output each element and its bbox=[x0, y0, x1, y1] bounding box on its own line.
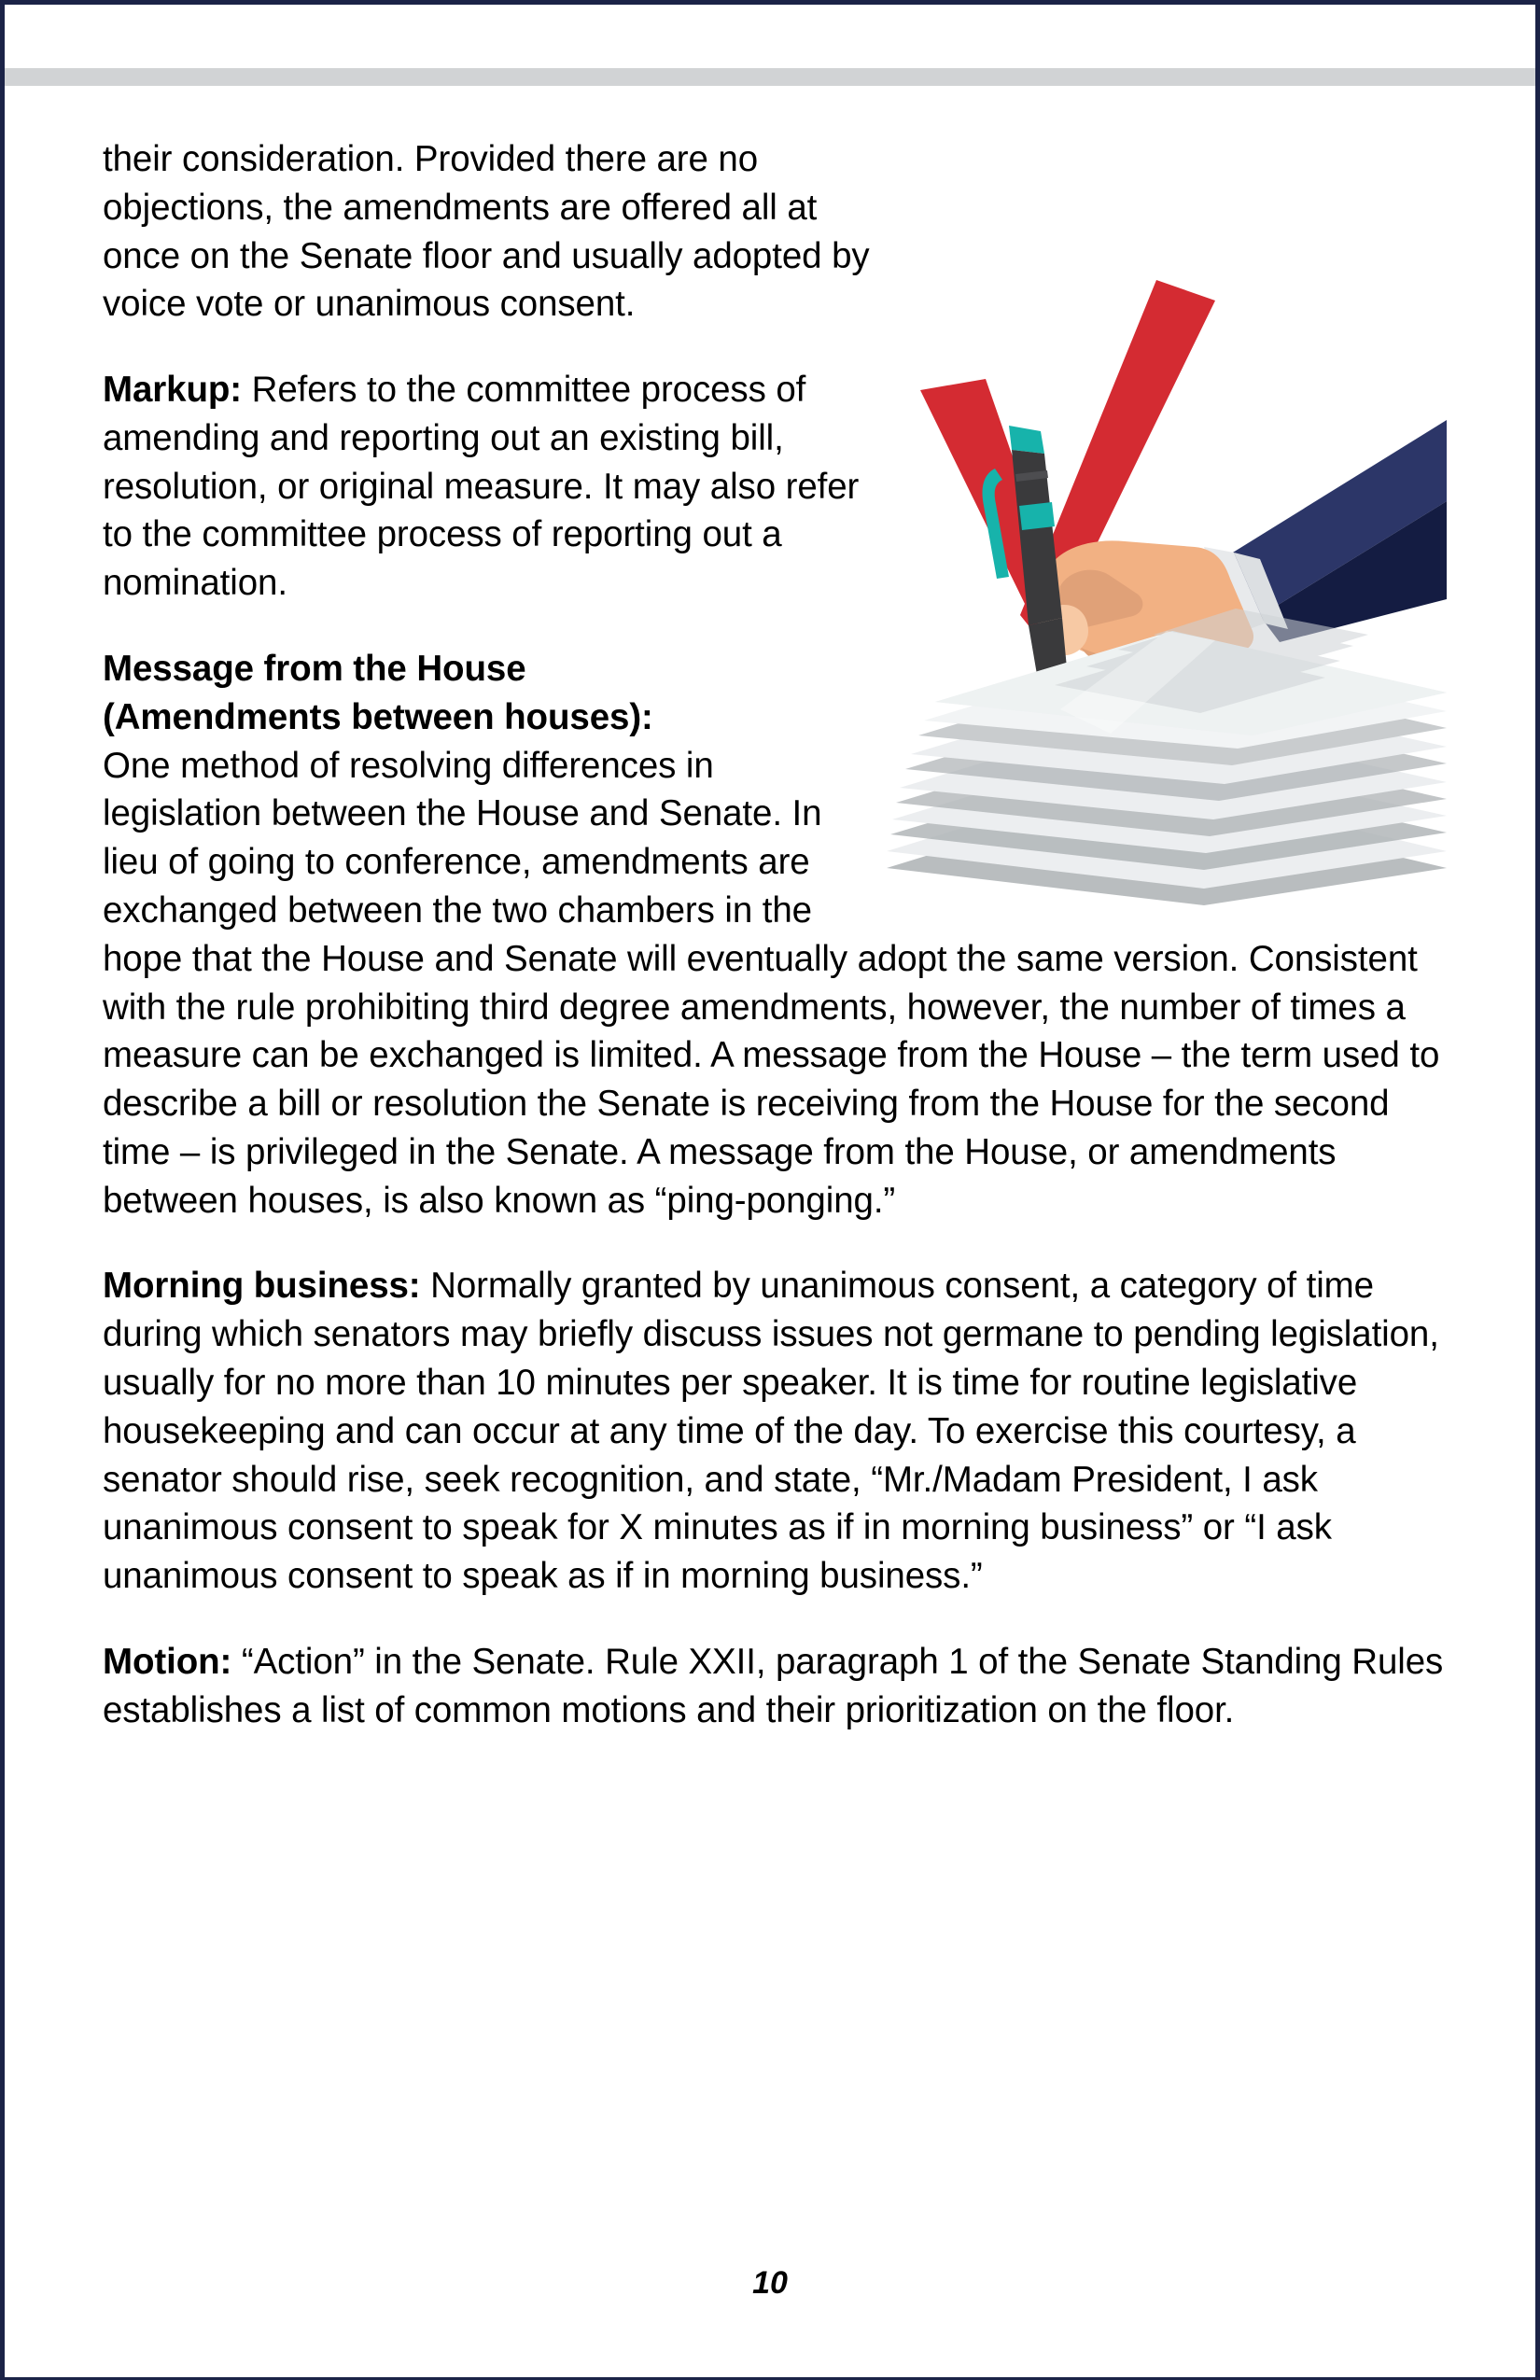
paragraph-text: One method of resolving differences in legislation between the House and Senate. In lieu of going to conference, amendments are exchanged between the two chambers in the hope that the House and Senate will eventually adopt the same version. Consistent with the rule prohibiting third degree amendments, however, the number of times a measure can be exchanged is limited. A message from the House – the term used to describe a bill or resolution the Senate is receiving from the House for the second time – is privileged in the Senate. A message from the House, or amendments between houses, is also known as “ping-ponging.” bbox=[103, 745, 1440, 1221]
paragraph-text: Normally granted by unanimous consent, a category of time during which senators may briefly discuss issues not germane to pending legislation, usually for no more than 10 minutes per speaker. It is time for routine legislative housekeeping and can occur at any time of the day. To exercise this courtesy, a senator should rise, seek recognition, and state, “Mr./Madam President, I ask unanimous consent to speak for X minutes as if in morning business” or “I ask unanimous consent to speak as if in morning business.” bbox=[103, 1266, 1439, 1597]
header-rule-band bbox=[5, 68, 1535, 86]
paragraph-morning-business bbox=[103, 1262, 1447, 1600]
paragraph-text: their consideration. Provided there are no objections, the amendments are offered all at once on the Senate floor and usually adopted by voice vote or unanimous consent. bbox=[103, 139, 870, 325]
term-morning-business: Morning business: bbox=[103, 1266, 421, 1307]
term-message-from-the-house-line1: Message from the House bbox=[103, 649, 526, 690]
paragraph-motion bbox=[103, 1638, 1447, 1735]
paper-stack bbox=[887, 609, 1447, 905]
hand-signing-documents-illustration bbox=[887, 271, 1447, 905]
paragraph-text: Refers to the committee process of amending and reporting out an existing bill, resolution, or original measure. It may also refer to the committee process of reporting out a nomination. bbox=[103, 370, 860, 604]
term-markup: Markup: bbox=[103, 370, 243, 411]
paragraph-text: “Action” in the Senate. Rule XXII, paragraph 1 of the Senate Standing Rules establishes a list of common motions and their prioritization on the floor. bbox=[103, 1641, 1444, 1730]
term-motion: Motion: bbox=[103, 1641, 232, 1682]
page-number: 10 bbox=[752, 2265, 788, 2301]
term-message-from-the-house-line2: (Amendments between houses): bbox=[103, 696, 653, 737]
page-content bbox=[103, 135, 1447, 1734]
